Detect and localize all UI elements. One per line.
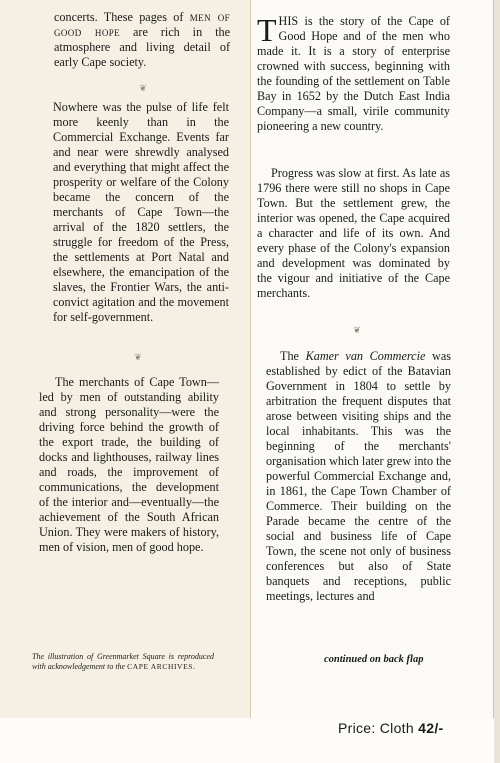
continued-note: continued on back flap: [324, 654, 424, 665]
left-paragraph-2: Nowhere was the pulse of life felt more keenly than in the Commercial Exchange. Events far and near were shrewdly analysed and everything that might affect the prosperity or welfare of the Colony became the concern of the merchants of Cape Town—the arrival of the 1820 settlers, the struggle for freedom of the Press, the settlements at Port Natal and elsewhere, the emancipation of the slaves, the Frontier Wars, the anti-convict agitation and the movement for self-government.: [53, 100, 229, 324]
ornament-icon: ❦: [139, 83, 147, 93]
fold-strip: [493, 0, 500, 763]
left-paragraph-1: concerts. These pages of men of good hope are rich in the atmosphere and living detail of early Cape society.: [54, 10, 231, 69]
ornament-icon: ❦: [353, 325, 361, 335]
left-paragraph-3: The merchants of Cape Town—led by men of outstanding ability and strong personality—were the driving force behind the growth of the export trade, the building of docks and lighthouses, railway lines and roads, the improvement of communications, the development of the interior and—eventually—the achievement of the South African Union. They were makers of history, men of vision, men of good hope.: [39, 375, 219, 554]
right-paragraph-3: The Kamer van Commercie was established by edict of the Batavian Government in 1804 to settle by arbitration the frequent disputes that arose between visiting ships and the local inhabitants. This was the beginning of the merchants' organisation which later grew into the powerful Commercial Exchange and, in 1861, the Cape Town Chamber of Commerce. Their building on the Parade became the centre of the social and business life of Cape Town, the scene not only of business conferences but also of State banquets and receptions, public meetings, lectures and: [266, 349, 451, 603]
ornament-icon: ❦: [134, 352, 142, 362]
price-amount: 42/-: [418, 720, 444, 736]
price-label: Price: Cloth 42/-: [338, 720, 444, 736]
right-paragraph-1: THIS is the story of the Cape of Good Hope and of the men who made it. It is a story of enterprise crowned with success, beginning with the founding of the settlement on Table Bay in 1652 by the Dutch East India Company—a small, virile community pioneering a new country.: [257, 12, 450, 133]
drop-cap: T: [257, 12, 277, 48]
illustration-credit: The illustration of Greenmarket Square is reproduced with acknowledgement to the CAPE ARCHIVES.: [32, 652, 214, 671]
right-paragraph-2: Progress was slow at first. As late as 1796 there were still no shops in Cape Town. But the settlement grew, the interior was opened, the Cape acquired a character and life of its own. And every phase of the Colony's expansion and development was dominated by the vigour and initiative of the Cape merchants.: [257, 166, 450, 300]
